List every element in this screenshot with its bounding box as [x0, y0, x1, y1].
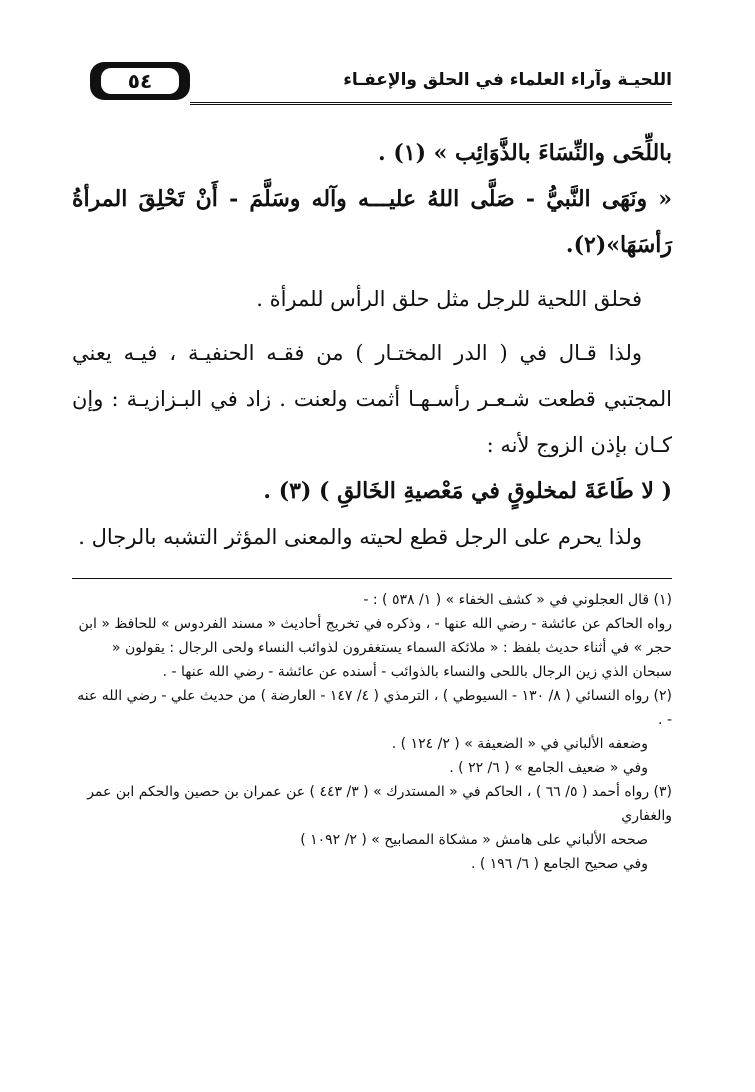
footnote-3-head: (٣) رواه أحمد ( ٥/ ٦٦ ) ، الحاكم في « المستدرك » ( ٣/ ٤٤٣ ) عن عمران بن حصين والحكم ابن عمر والغفاري — [87, 784, 672, 824]
header-rule — [190, 102, 672, 105]
footnote-2-head: (٢) رواه النسائي ( ٨/ ١٣٠ - السيوطي ) ، الترمذي ( ٤/ ١٤٧ - العارضة ) من حديث علي - رضي الله عنه - . — [77, 688, 672, 728]
hadith-quote: « ونَهَى النَّبيُّ - صَلَّى اللهُ عليـــه وآله وسَلَّمَ - أَنْ تَحْلِقَ المرأةُ رَأسَهَا»(٢). — [72, 186, 672, 258]
footnote-2-line-b: وفي « ضعيف الجامع » ( ٦/ ٢٢ ) . — [449, 760, 648, 776]
main-text — [72, 130, 672, 560]
footnote-3-line-b: وفي صحيح الجامع ( ٦/ ١٩٦ ) . — [470, 856, 648, 872]
paragraph-3: ولذا يحرم على الرجل قطع لحيته والمعنى المؤثر التشبه بالرجال . — [78, 525, 642, 549]
footnote-1-body: رواه الحاكم عن عائشة - رضي الله عنها - ، وذكره في تخريج أحاديث « مسند الفردوس » للحافظ « ابن حجر » في أثناء حديث بلفظ : « ملائكة السماء يستغفرون لذوائب النساء ولحى الرجال : يقولون « سبحان الذي زين الرجال باللحى والنساء بالذوائب - أسنده عن عائشة - رضي الله عنها - . — [78, 616, 672, 680]
hadith-quote-2: ( لا طَاعَةَ لمخلوقٍ في مَعْصيةِ الخَالقِ ) (٣) . — [263, 478, 672, 504]
footnotes — [72, 588, 672, 876]
page-number-badge — [90, 62, 190, 100]
footnote-2-line-a: وضعفه الألباني في « الضعيفة » ( ٢/ ١٢٤ ) . — [391, 736, 648, 752]
paragraph-2: ولذا قـال في ( الدر المختـار ) من فقـه الحنفيـة ، فيـه يعني المجتبي قطعت شـعـر رأسـهـا أثمت ولعنت . زاد في البـزازيـة : وإن كـان بإذن الزوج لأنه : — [72, 341, 672, 457]
text-line-1: باللِّحَى والنِّسَاءَ بالذَّوَائِب » (١) . — [378, 140, 672, 166]
running-title: اللحيـة وآراء العلماء في الحلق والإعفـاء — [343, 70, 672, 90]
footnote-divider — [72, 578, 672, 579]
footnote-3-line-a: صححه الألباني على هامش « مشكاة المصابيح » ( ٢/ ١٠٩٢ ) — [300, 832, 648, 848]
paragraph-1: فحلق اللحية للرجل مثل حلق الرأس للمرأة . — [256, 287, 642, 311]
page-header — [72, 62, 672, 108]
page-number: ٥٤ — [101, 68, 179, 94]
footnote-1-head: (١) قال العجلوني في « كشف الخفاء » ( ١/ ٥٣٨ ) : - — [363, 592, 672, 608]
